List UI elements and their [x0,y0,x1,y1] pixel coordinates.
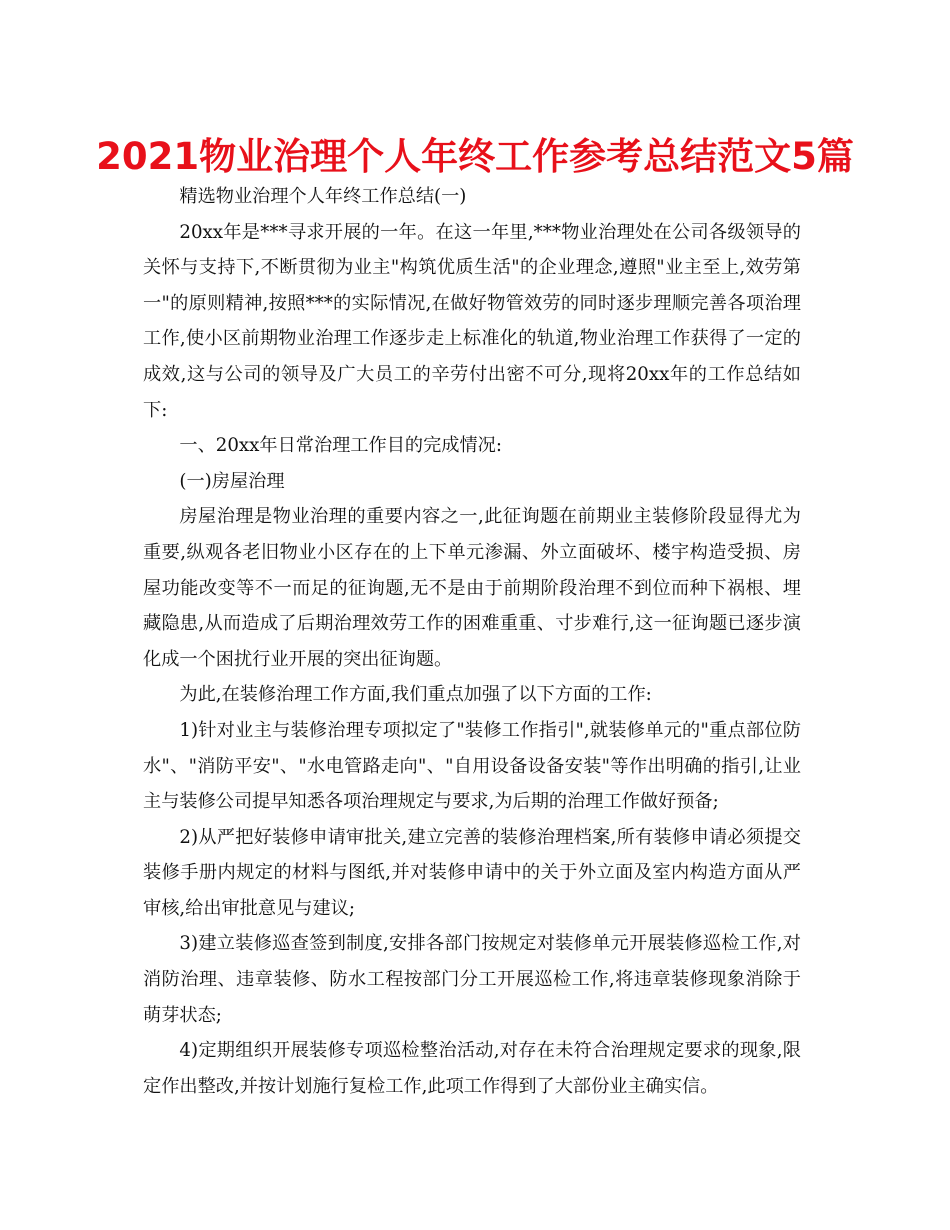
body-paragraph: 20xx年是***寻求开展的一年。在这一年里,***物业治理处在公司各级领导的关怀与支持下,不断贯彻为业主"构筑优质生活"的企业理念,遵照"业主至上,效劳第一"的原则精神,按照***的实际情况,在做好物管效劳的同时逐步理顺完善各项治理工作,使小区前期物业治理工作逐步走上标准化的轨道,物业治理工作获得了一定的成效,这与公司的领导及广大员工的辛劳付出密不可分,现将20xx年的工作总结如下: [143,221,801,421]
section-heading: 一、20xx年日常治理工作目的完成情况: [179,435,502,457]
subsection-heading: (一)房屋治理 [179,470,285,492]
list-item: 3)建立装修巡查签到制度,安排各部门按规定对装修单元开展装修巡检工作,对消防治理、违章装修、防水工程按部门分工开展巡检工作,将违章装修现象消除于萌芽状态; [143,933,801,1026]
list-item: 2)从严把好装修申请审批关,建立完善的装修治理档案,所有装修申请必须提交装修手册内规定的材料与图纸,并对装修申请中的关于外立面及室内构造方面从严审核,给出审批意见与建议; [143,826,801,919]
list-item: 1)针对业主与装修治理专项拟定了"装修工作指引",就装修单元的"重点部位防水"、"消防平安"、"水电管路走向"、"自用设备设备安装"等作出明确的指引,让业主与装修公司提早知悉各项治理规定与要求,为后期的治理工作做好预备; [143,719,801,813]
body-paragraph: 为此,在装修治理工作方面,我们重点加强了以下方面的工作: [179,684,652,706]
body-paragraph: 房屋治理是物业治理的重要内容之一,此征询题在前期业主装修阶段显得尤为重要,纵观各老旧物业小区存在的上下单元渗漏、外立面破坏、楼宇构造受损、房屋功能改变等不一而足的征询题,无不是由于前期阶段治理不到位而种下祸根、埋藏隐患,从而造成了后期治理效劳工作的困难重重、寸步难行,这一征询题已逐步演化成一个困扰行业开展的突出征询题。 [143,506,801,670]
list-item: 4)定期组织开展装修专项巡检整治活动,对存在未符合治理规定要求的现象,限定作出整改,并按计划施行复检工作,此项工作得到了大部份业主确实信。 [143,1040,801,1097]
document-title: 2021物业治理个人年终工作参考总结范文5篇 [96,135,854,178]
document-body [143,179,801,1104]
section-heading: 精选物业治理个人年终工作总结(一) [179,186,467,207]
